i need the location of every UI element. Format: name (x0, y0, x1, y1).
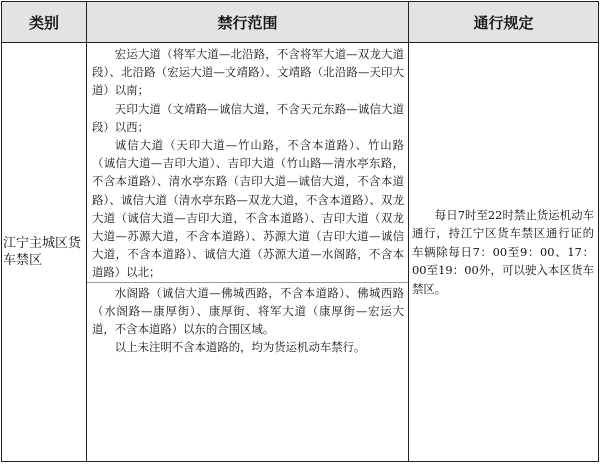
scope-north-boundary: 诚信大道（天印大道—竹山路，不含本道路）、竹山路（诚信大道—吉印大道）、吉印大道（竹山路—清水亭东路，不含本道路）、清水亭东路（吉印大道—诚信大道，不含本道路）、诚信大道（清水亭东路—双龙大道，不含本道路）、双龙大道（诚信大道—吉印大道，不含本道路）、吉印大道（双龙大道—苏源大道，不含本道路）、苏源大道（吉印大道—诚信大道，不含本道路）、诚信大道（苏源大道—水阁路，不含本道路）以北； (92, 138, 404, 280)
category-cell: 江宁主城区货车禁区 (2, 43, 87, 462)
scope-east-boundary: 水阁路（诚信大道—佛城西路，不含本道路）、佛城西路（水阁路—康厚街）、康厚街、将军大道（康厚街—宏运大道，不含本道路）以东的合围区域。 (92, 285, 404, 337)
header-scope: 禁行范围 (87, 2, 409, 43)
rule-text: 每日7时至22时禁止货运机动车通行，持江宁区货车禁区通行证的车辆除每日7：00至9：00、17：00至19：00外，可以驶入本区货车禁区。 (412, 207, 594, 296)
rule-cell (409, 43, 599, 462)
header-category: 类别 (2, 2, 87, 43)
scope-note: 以上未注明不含本道路的，均为货运机动车禁行。 (114, 340, 366, 355)
scope-south-boundary: 宏运大道（将军大道—北沿路，不含将军大道—双龙大道段）、北沿路（宏运大道—文靖路）、文靖路（北沿路—天印大道）以南； (92, 47, 404, 98)
scope-zone-enclosure (87, 282, 408, 357)
restriction-table (1, 1, 599, 462)
scope-cell (87, 43, 409, 462)
scope-west-boundary: 天印大道（文靖路—诚信大道，不含天元东路—诚信大道段）以西； (92, 101, 404, 134)
scope-zone-boundaries (87, 43, 408, 282)
table-row (2, 43, 599, 462)
header-rule: 通行规定 (409, 2, 599, 43)
header-row (2, 2, 599, 43)
